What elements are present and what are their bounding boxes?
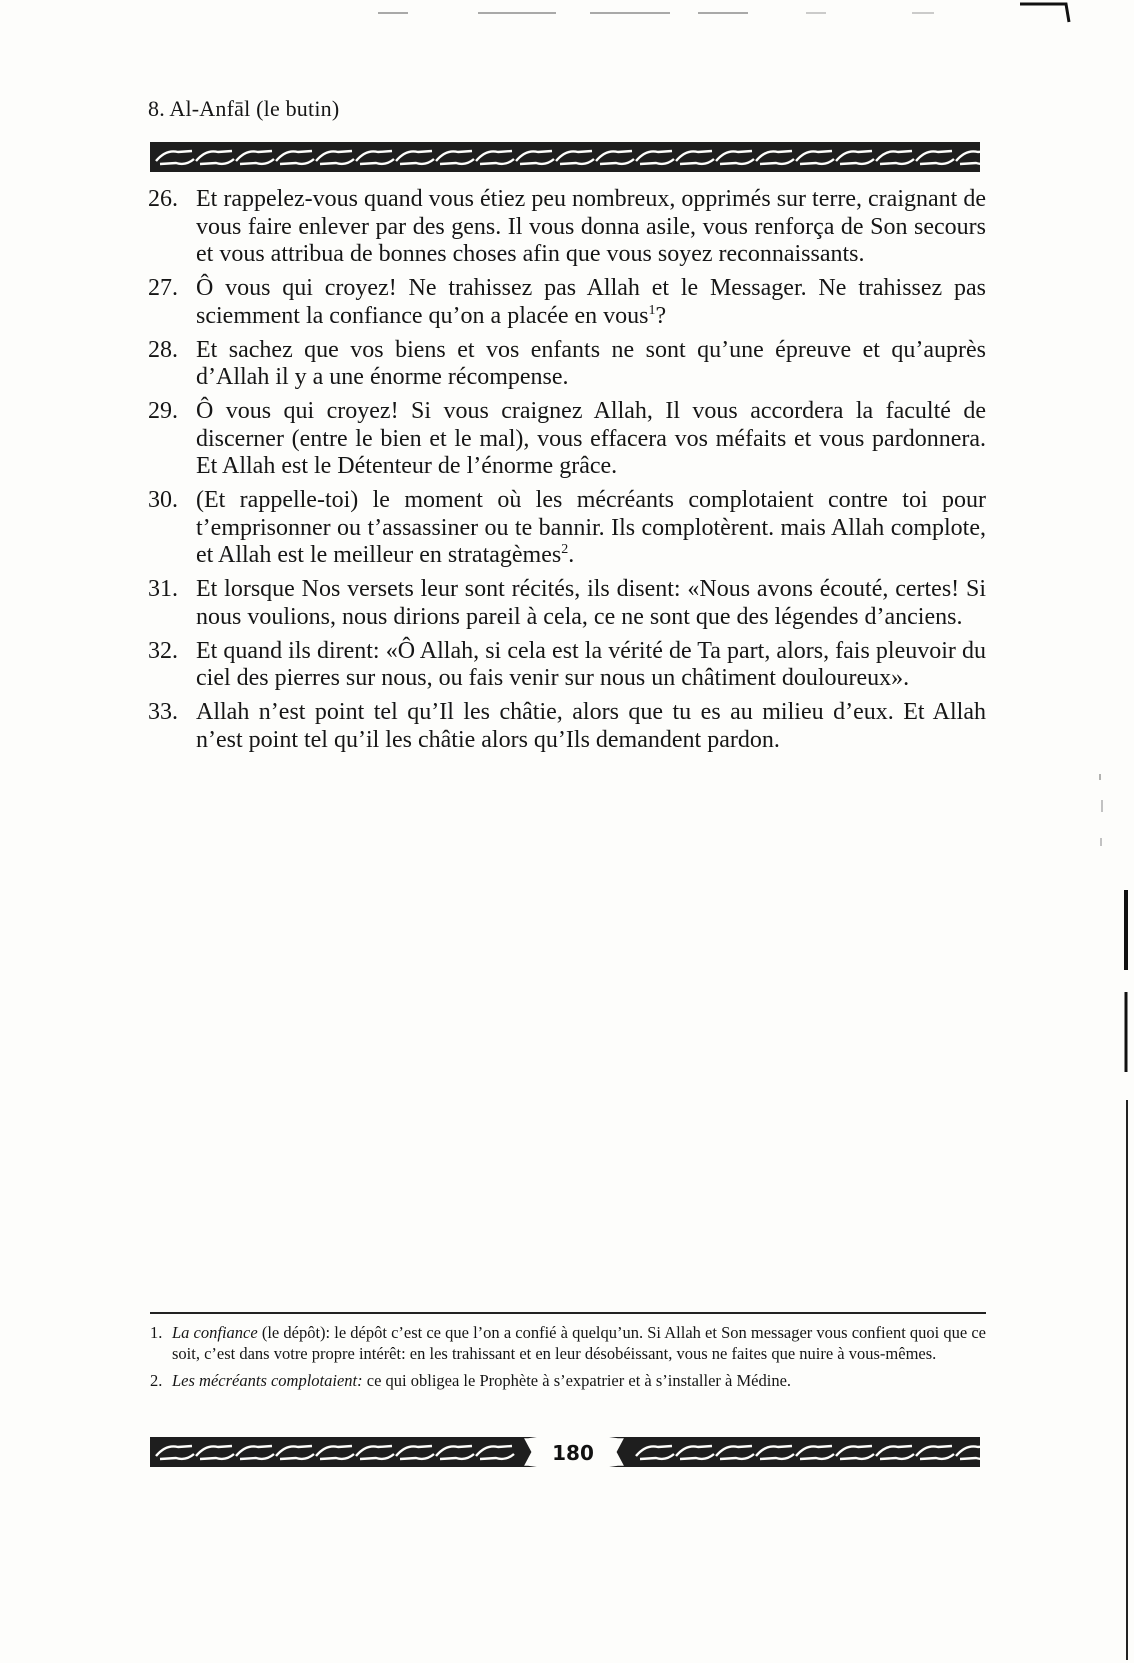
verse-text: Et lorsque Nos versets leur sont récités, ils disent: «Nous avons écouté, certes! Si nous voulions, nous dirions pareil à cela, ce ne sont que des légendes d’anciens. (196, 576, 986, 630)
verse-text (196, 275, 986, 330)
verse-29 (148, 398, 986, 481)
footnote-term: La confiance (172, 1323, 258, 1342)
verse-text: Allah n’est point tel qu’Il les châtie, alors que tu es au milieu d’eux. Et Allah n’est point tel qu’il les châtie alors qu’Ils demandent pardon. (196, 699, 986, 753)
verse-text: Et sachez que vos biens et vos enfants ne sont qu’une épreuve et qu’auprès d’Allah il y a une énorme récompense. (196, 336, 986, 390)
footnote-text (172, 1370, 986, 1391)
verse-text: Et quand ils dirent: «Ô Allah, si cela est la vérité de Ta part, alors, fais pleuvoir du ciel des pierres sur nous, ou fais venir sur nous un châtiment douloureux». (196, 637, 986, 691)
footnote-reference-1: 1 (648, 302, 656, 318)
verse-list (148, 186, 986, 761)
footnote-2 (150, 1370, 986, 1391)
running-head: 8. Al-Anfāl (le butin) (148, 96, 340, 121)
verse-32 (148, 638, 986, 693)
verse-number: 27. (148, 275, 178, 301)
verse-text: Et rappelez-vous quand vous étiez peu nombreux, opprimés sur terre, craignant de vous faire enlever par des gens. Il vous donna asile, vous renforça de Son secours et vous attribua de bonnes choses afin que vous soyez reconnaissants. (196, 186, 986, 267)
verse-number: 26. (148, 186, 178, 212)
page-number: 180 (552, 1441, 594, 1465)
verse-number: 28. (148, 336, 178, 363)
verse-text-part: . (568, 542, 575, 568)
verse-text-part: Ô vous qui croyez! Ne trahissez pas Allah et le Messager. Ne trahissez pas sciemment la confiance qu’on a placée en vous (196, 275, 986, 329)
verse-number: 33. (148, 699, 178, 725)
verse-number: 30. (148, 487, 178, 513)
verse-number: 32. (148, 637, 178, 664)
footnote-term: Les mécréants complotaient: (172, 1371, 363, 1390)
verse-text-part: ? (655, 302, 667, 329)
footnote-divider (150, 1312, 986, 1314)
footnote-1 (150, 1322, 986, 1364)
top-chain-ornament (150, 142, 980, 172)
scan-edge-marks-top (0, 0, 1134, 30)
verse-28 (148, 337, 986, 392)
footnote-body: ce qui obligea le Prophète à s’expatrier et à s’installer à Médine. (362, 1371, 792, 1390)
verse-27 (148, 275, 986, 330)
scan-edge-marks-right (1054, 760, 1134, 1660)
verse-33 (148, 699, 986, 754)
verse-number: 31. (148, 576, 178, 602)
footnote-number: 1. (150, 1323, 163, 1342)
verse-number: 29. (148, 398, 178, 424)
footnote-reference-2: 2 (561, 542, 569, 557)
verse-31 (148, 576, 986, 631)
verse-text (196, 487, 986, 570)
verse-text-part: (Et rappelle-toi) le moment où les mécréants complotaient contre toi pour t’emprisonner ou t’assassiner ou te bannir. Ils complotèrent. mais Allah complote, et Allah est le meilleur en stratagèmes (196, 487, 986, 568)
footnote-body: (le dépôt): le dépôt c’est ce que l’on a confié à quelqu’un. Si Allah et Son messager vous confient quoi que ce soit, c’est dans votre propre intérêt: en les trahissant et en leur désobéissant, vous ne faites que nuire à vous-mêmes. (172, 1323, 986, 1363)
bottom-chain-ornament (150, 1437, 980, 1467)
footnote-text (172, 1322, 986, 1364)
verse-26 (148, 186, 986, 269)
verse-30 (148, 487, 986, 570)
footnote-list (150, 1322, 986, 1397)
verse-text: Ô vous qui croyez! Si vous craignez Allah, Il vous accordera la faculté de discerner (entre le bien et le mal), vous effacera vos méfaits et vous pardonnera. Et Allah est le Détenteur de l’énorme grâce. (196, 398, 986, 479)
footnote-number: 2. (150, 1371, 163, 1390)
